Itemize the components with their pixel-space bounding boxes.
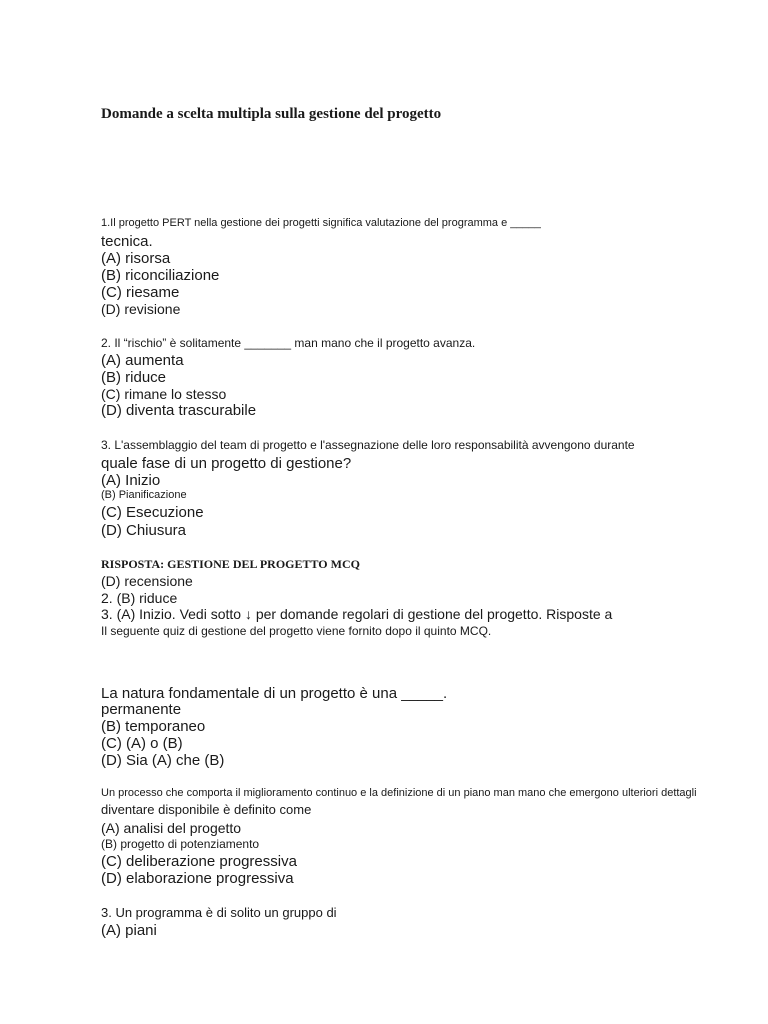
- q1-option-a: (A) risorsa: [101, 250, 171, 267]
- q1-option-b: (B) riconciliazione: [101, 267, 220, 284]
- answers-heading: RISPOSTA: GESTIONE DEL PROGETTO MCQ: [101, 557, 360, 571]
- q4-option-c: (C) (A) o (B): [101, 735, 183, 752]
- answers-line-4: Il seguente quiz di gestione del progetto viene fornito dopo il quinto MCQ.: [101, 624, 492, 638]
- q2-option-c: (C) rimane lo stesso: [101, 386, 227, 402]
- q3-option-b: (B) Pianificazione: [101, 489, 187, 501]
- answers-line-1: (D) recensione: [101, 573, 193, 589]
- q5-option-c: (C) deliberazione progressiva: [101, 853, 297, 870]
- answers-line-2: 2. (B) riduce: [101, 590, 178, 606]
- q5-stem-line2: diventare disponibile è definito come: [101, 802, 312, 817]
- q1-stem-line2: tecnica.: [101, 233, 153, 250]
- q3-option-a: (A) Inizio: [101, 472, 161, 489]
- q2-option-d: (D) diventa trascurabile: [101, 402, 257, 419]
- q3-option-c: (C) Esecuzione: [101, 504, 204, 521]
- q2-option-b: (B) riduce: [101, 369, 167, 386]
- q4-option-d: (D) Sia (A) che (B): [101, 752, 225, 769]
- q3-stem-line2: quale fase di un progetto di gestione?: [101, 455, 352, 472]
- document-title: Domande a scelta multipla sulla gestione del progetto: [101, 106, 442, 122]
- q4-stem: La natura fondamentale di un progetto è una _____.: [101, 685, 448, 702]
- q4-option-b: (B) temporaneo: [101, 718, 206, 735]
- answers-line-3: 3. (A) Inizio. Vedi sotto ↓ per domande regolari di gestione del progetto. Risposte a: [101, 606, 613, 622]
- q1-stem-line1: 1.Il progetto PERT nella gestione dei progetti significa valutazione del programma e _____: [101, 217, 541, 229]
- q3-stem-line1: 3. L'assemblaggio del team di progetto e l'assegnazione delle loro responsabilità avvengono durante: [101, 438, 635, 452]
- q4-option-a: permanente: [101, 701, 182, 718]
- q2-stem: 2. Il “rischio” è solitamente _______ man mano che il progetto avanza.: [101, 336, 476, 350]
- q3-option-d: (D) Chiusura: [101, 522, 187, 539]
- q2-option-a: (A) aumenta: [101, 352, 184, 369]
- q6-stem: 3. Un programma è di solito un gruppo di: [101, 905, 337, 920]
- q5-option-a: (A) analisi del progetto: [101, 820, 242, 836]
- q1-option-d: (D) revisione: [101, 301, 181, 317]
- q1-option-c: (C) riesame: [101, 284, 180, 301]
- q5-stem-line1: Un processo che comporta il miglioramento continuo e la definizione di un piano man mano che emergono ulteriori dettagli: [101, 787, 697, 799]
- q5-option-b: (B) progetto di potenziamento: [101, 837, 260, 851]
- q6-option-a: (A) piani: [101, 922, 157, 939]
- q5-option-d: (D) elaborazione progressiva: [101, 870, 294, 887]
